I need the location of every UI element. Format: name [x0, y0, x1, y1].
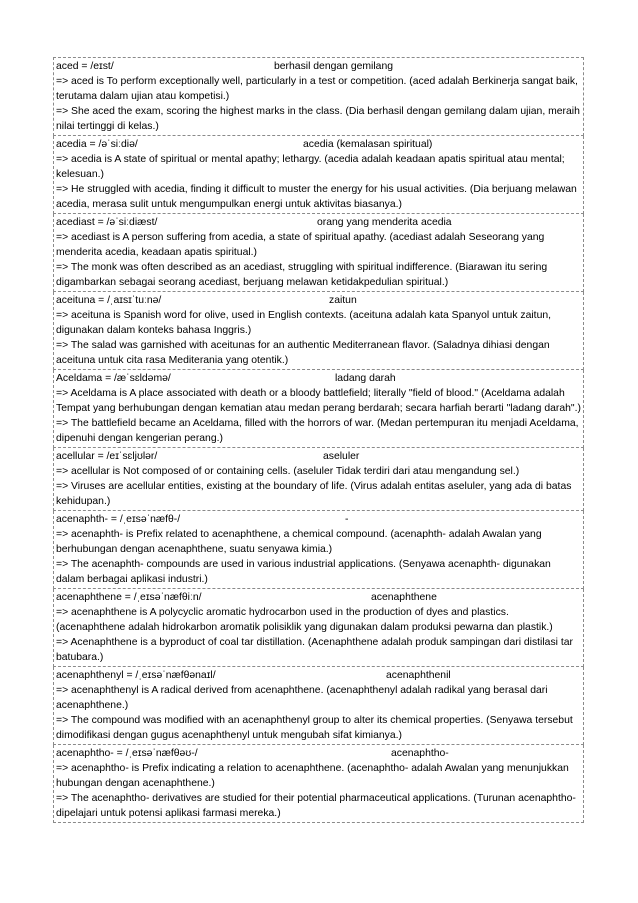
entry-example: => The monk was often described as an acediast, struggling with spiritual indifference. (Biarawan itu sering digambarkan sebagai seorang acediast, berjuang melawan ketidakpedulian spiritual.): [56, 262, 548, 288]
entry-definition: => acenaphth- is Prefix related to acenaphthene, a chemical compound. (acenaphth- adalah Awalan yang berhubungan dengan acenaphthene, suatu senyawa kimia.): [56, 529, 542, 555]
entry-translation: ladang darah: [335, 373, 396, 384]
entry-translation: zaitun: [329, 295, 357, 306]
entry-definition: => aced is To perform exceptionally well, particularly in a test or competition. (aced adalah Berkinerja sangat baik, terutama dalam ujian atau kompetisi.): [56, 76, 578, 102]
entry-example: => The salad was garnished with aceitunas for an authentic Mediterranean flavor. (Saladnya dihiasi dengan aceituna untuk cita rasa Mediterania yang otentik.): [56, 340, 550, 366]
dictionary-entry: [53, 667, 584, 745]
entry-header: [56, 215, 581, 230]
dictionary-entry: [53, 136, 584, 214]
dictionary-entry: [53, 214, 584, 292]
entry-translation: acedia (kemalasan spiritual): [303, 139, 433, 150]
entry-translation: acenaphtho-: [391, 748, 449, 759]
entry-definition: => acediast is A person suffering from acedia, a state of spiritual apathy. (acediast adalah Seseorang yang menderita acedia, keadaan apatis spiritual.): [56, 232, 545, 258]
entry-header: [56, 668, 581, 683]
dictionary-page: [53, 57, 584, 823]
entry-example: => The battlefield became an Aceldama, filled with the horrors of war. (Medan pertempuran itu menjadi Aceldama, dipenuhi dengan kengerian perang.): [56, 418, 579, 444]
dictionary-entry: [53, 448, 584, 511]
entry-term: aced = /eɪst/: [56, 61, 114, 72]
entry-definition: => acenaphtho- is Prefix indicating a relation to acenaphthene. (acenaphtho- adalah Awalan yang menunjukkan hubungan dengan acenaphthene.): [56, 763, 569, 789]
entry-header: [56, 59, 581, 74]
entry-term: acediast = /əˈsiːdiæst/: [56, 217, 158, 228]
entry-header: [56, 746, 581, 761]
entry-header: [56, 449, 581, 464]
entry-term: acenaphtho- = /ˌeɪsəˈnæfθəʊ-/: [56, 748, 198, 759]
entry-term: aceituna = /ˌaɪsɪˈtuːnə/: [56, 295, 162, 306]
entry-header: [56, 371, 581, 386]
entry-example: => She aced the exam, scoring the highest marks in the class. (Dia berhasil dengan gemilang dalam ujian, meraih nilai tertinggi di kelas.): [56, 106, 580, 132]
entry-term: acellular = /eɪˈsɛljʊlər/: [56, 451, 158, 462]
entry-example: => The compound was modified with an acenaphthenyl group to alter its chemical properties. (Senyawa tersebut dimodifikasi dengan gugus acenaphthenyl untuk mengubah sifat kimianya.): [56, 715, 573, 741]
entry-example: => The acenaphtho- derivatives are studied for their potential pharmaceutical applications. (Turunan acenaphtho- dipelajari untuk potensi aplikasi farmasi mereka.): [56, 793, 576, 819]
entry-example: => Acenaphthene is a byproduct of coal tar distillation. (Acenaphthene adalah produk sampingan dari distilasi tar batubara.): [56, 637, 573, 663]
entry-term: acenaphthene = /ˌeɪsəˈnæfθiːn/: [56, 592, 202, 603]
dictionary-entry: [53, 370, 584, 448]
entry-definition: => acenaphthene is A polycyclic aromatic hydrocarbon used in the production of dyes and plastics. (acenaphthene adalah hidrokarbon aromatik polisiklik yang digunakan dalam produksi pewarna dan plastik.): [56, 607, 553, 633]
entry-translation: aseluler: [323, 451, 360, 462]
entry-example: => The acenaphth- compounds are used in various industrial applications. (Senyawa acenaphth- digunakan dalam berbagai aplikasi industri.): [56, 559, 551, 585]
entry-term: acenaphth- = /ˌeɪsəˈnæfθ-/: [56, 514, 181, 525]
entry-term: Aceldama = /æˈsɛldəmə/: [56, 373, 171, 384]
dictionary-entry: [53, 745, 584, 823]
dictionary-entry: [53, 511, 584, 589]
entry-definition: => aceituna is Spanish word for olive, used in English contexts. (aceituna adalah kata Spanyol untuk zaitun, digunakan dalam konteks bahasa Inggris.): [56, 310, 552, 336]
entry-example: => He struggled with acedia, finding it difficult to muster the energy for his usual activities. (Dia berjuang melawan acedia, merasa sulit untuk mengumpulkan energi untuk aktivitas biasanya.): [56, 184, 577, 210]
entry-header: [56, 590, 581, 605]
entry-header: [56, 293, 581, 308]
dictionary-entry: [53, 57, 584, 136]
entry-term: acedia = /əˈsiːdiə/: [56, 139, 138, 150]
entry-definition: => acedia is A state of spiritual or mental apathy; lethargy. (acedia adalah keadaan apatis spiritual atau mental; kelesuan.): [56, 154, 565, 180]
entry-header: [56, 137, 581, 152]
entry-translation: -: [345, 514, 349, 525]
entry-definition: => acenaphthenyl is A radical derived from acenaphthene. (acenaphthenyl adalah radikal yang berasal dari acenaphthene.): [56, 685, 548, 711]
entry-translation: berhasil dengan gemilang: [274, 61, 394, 72]
entry-definition: => Aceldama is A place associated with death or a bloody battlefield; literally "field of blood." (Aceldama adalah Tempat yang berhubungan dengan kematian atau medan perang berdarah; secara harfiah berarti "ladang darah".): [56, 388, 581, 414]
entry-example: => Viruses are acellular entities, existing at the boundary of life. (Virus adalah entitas aseluler, yang ada di batas kehidupan.): [56, 481, 572, 507]
entry-definition: => acellular is Not composed of or containing cells. (aseluler Tidak terdiri dari atau mengandung sel.): [56, 466, 520, 477]
entry-translation: acenaphthene: [371, 592, 437, 603]
entry-translation: orang yang menderita acedia: [317, 217, 452, 228]
dictionary-entry: [53, 589, 584, 667]
entry-translation: acenaphthenil: [386, 670, 451, 681]
entry-header: [56, 512, 581, 527]
entry-term: acenaphthenyl = /ˌeɪsəˈnæfθənaɪl/: [56, 670, 216, 681]
dictionary-entry: [53, 292, 584, 370]
